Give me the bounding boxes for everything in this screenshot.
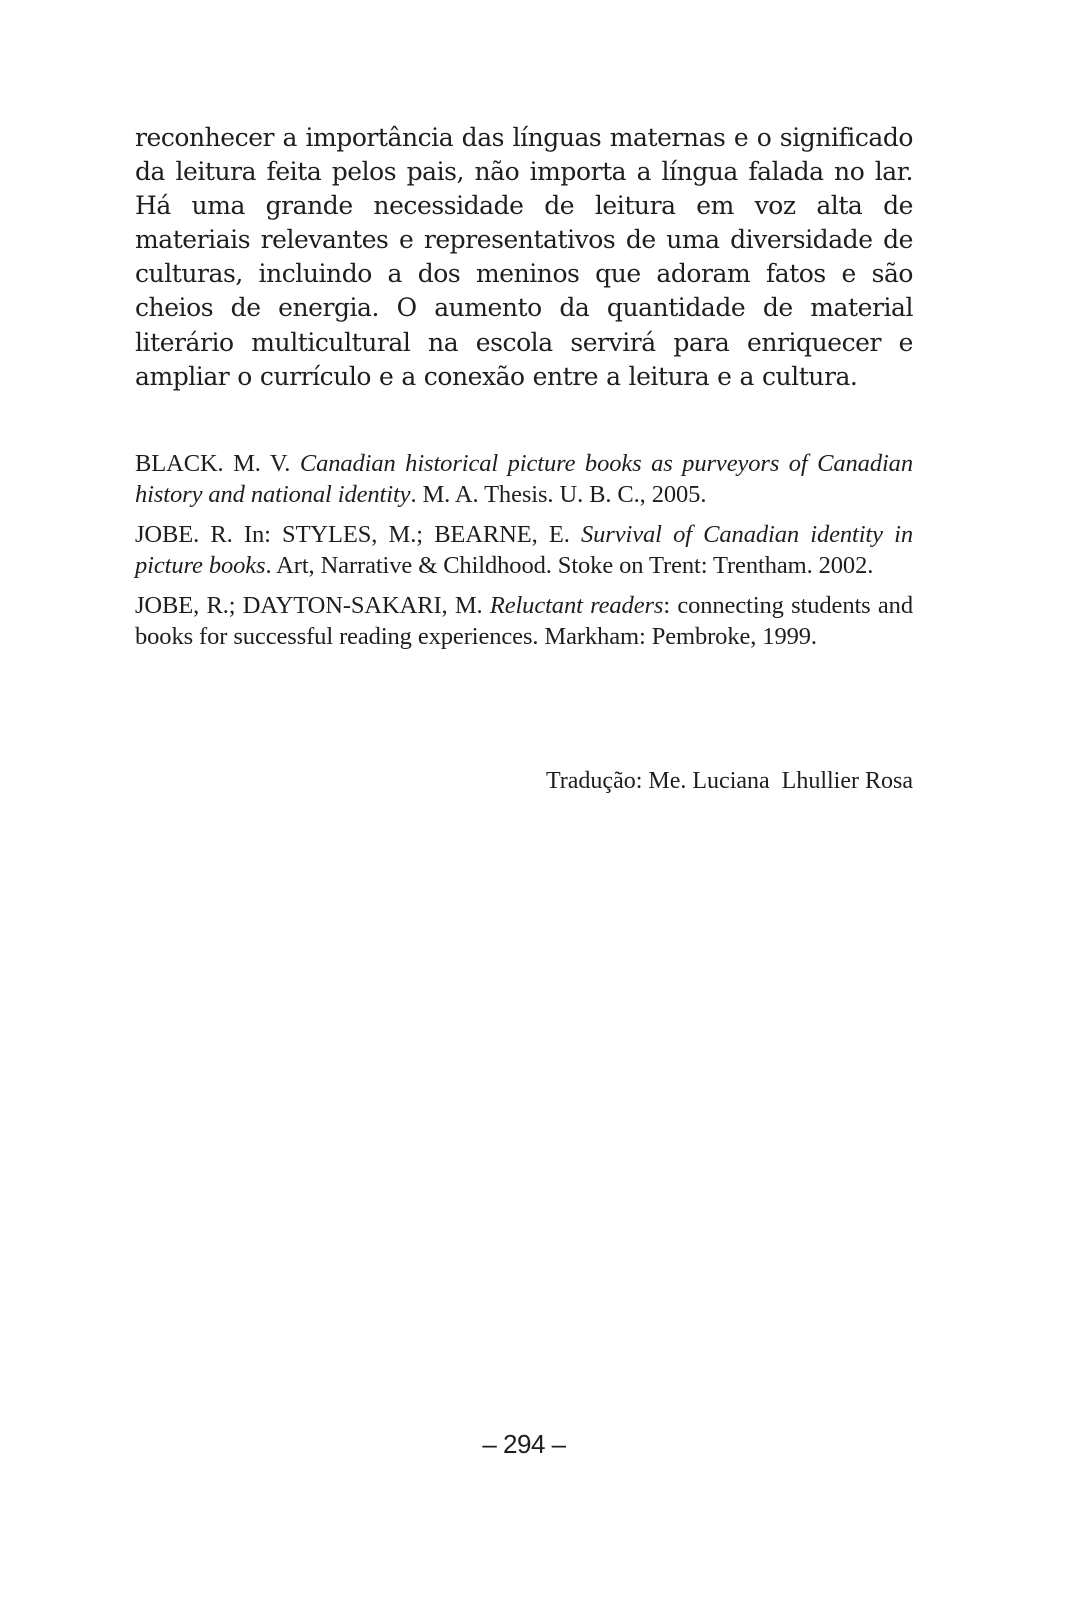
reference-details: . Art, Narrative & Childhood. Stoke on Trent: Trentham. 2002.: [265, 551, 874, 579]
reference-jobe-styles: [135, 520, 913, 581]
reference-authors: JOBE, R.; DAYTON-SAKARI, M.: [135, 592, 490, 619]
page-number: – 294 –: [482, 1429, 566, 1459]
body-paragraph: reconhecer a importância das línguas maternas e o significado da leitura feita pelos pais, não importa a língua falada no lar. Há uma grande necessidade de leitura em voz alta de materiais relevantes e representativos de uma diversidade de culturas, incluindo a dos meninos que adoram fatos e são cheios de energia. O aumento da quantidade de material literário multicultural na escola servirá para enriquecer e ampliar o currículo e a conexão entre a leitura e a cultura.: [135, 123, 913, 391]
reference-authors: JOBE. R. In: STYLES, M.; BEARNE, E.: [135, 521, 581, 548]
reference-details: : connecting students and books for successful reading experiences. Markham: Pembroke, 1999.: [135, 592, 913, 650]
reference-title: Survival of Canadian identity in picture books: [135, 521, 914, 579]
reference-jobe-dayton: [135, 591, 913, 652]
reference-list: [135, 449, 913, 662]
translation-credit: Tradução: Me. Luciana Lhullier Rosa: [545, 768, 913, 794]
reference-authors: BLACK. M. V.: [135, 450, 300, 477]
reference-details: . M. A. Thesis. U. B. C., 2005.: [410, 480, 707, 508]
reference-black: [135, 449, 913, 510]
reference-title: Reluctant readers: [489, 592, 664, 619]
reference-title: Canadian historical picture books as purveyors of Canadian history and national identity: [135, 450, 913, 508]
document-page: [135, 0, 913, 1599]
